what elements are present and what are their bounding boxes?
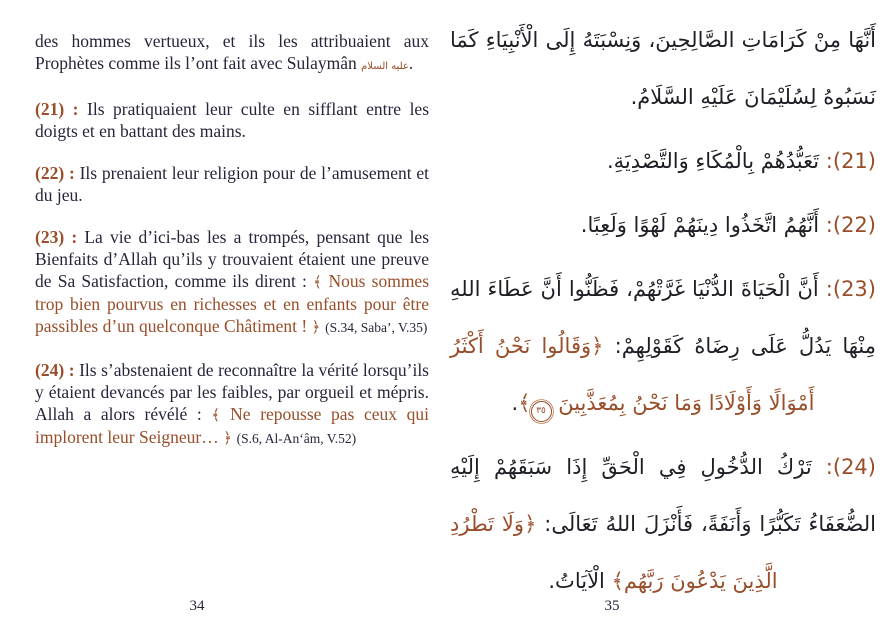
left-page-french — [35, 30, 429, 470]
arabic-item-number-21: (21): — [819, 149, 876, 173]
item-number-23: (23) : — [35, 227, 85, 247]
paragraph-intro-continuation — [35, 30, 429, 78]
ornate-bracket-close-icon: ﴾ — [611, 569, 624, 593]
item-number-22: (22) : — [35, 163, 80, 183]
ornate-bracket-close-icon: ﴾ — [518, 391, 531, 415]
item-22-text: Ils prenaient leur religion pour de l’amusement et du jeu. — [35, 163, 429, 205]
arabic-item-24-end-text: الْآيَاتُ. — [548, 569, 612, 593]
paragraph-item-22 — [35, 162, 429, 206]
paragraph-item-23 — [35, 226, 429, 339]
ornate-bracket-open-icon: ﴾ — [313, 273, 329, 291]
ayah-number-marker-icon: ٣٥ — [531, 401, 552, 422]
item-24-reference: (S.6, Al-An‘âm, V.52) — [236, 431, 357, 446]
ornate-bracket-open-icon: ﴾ — [211, 406, 231, 424]
paragraph-item-24 — [35, 359, 429, 450]
item-number-21: (21) : — [35, 99, 87, 119]
page-number-left: 34 — [189, 598, 205, 614]
arabic-item-number-22: (22): — [819, 213, 876, 237]
item-21-text: Ils pratiquaient leur culte en sifflant entre les doigts et en battant des mains. — [35, 99, 430, 141]
paragraph-item-21 — [35, 98, 429, 142]
arabic-paragraph-item-21 — [450, 133, 876, 190]
item-number-24: (24) : — [35, 360, 80, 380]
intro-end-punctuation: . — [408, 53, 414, 73]
arabic-item-23-end-punctuation: . — [511, 391, 519, 415]
item-23-quran-quote: Nous sommes trop bien pourvus en richesses et en enfants pour être passibles d’un quelconque Châtiment ! — [35, 271, 430, 336]
arabic-item-21-text: تَعَبُّدُهُمْ بِالْمُكَاءِ وَالتَّصْدِيَةِ. — [606, 149, 820, 173]
item-24-text: Ils s’abstenaient de reconnaître la vérité lorsqu’ils y étaient devancés par les faibles, par orgueil et mépris. Allah a alors révélé : — [35, 360, 429, 424]
intro-text: des hommes vertueux, et ils les attribuaient aux Prophètes comme ils l’ont fait avec Sulaymân — [35, 31, 429, 73]
page-number-right: 35 — [604, 598, 620, 614]
alayhis-salam-icon: عليه السلام — [361, 61, 409, 72]
arabic-paragraph-intro — [450, 12, 876, 126]
arabic-item-23-quran-quote: وَقَالُوا نَحْنُ أَكْثَرُ أَمْوَالًا وَأَوْلَادًا وَمَا نَحْنُ بِمُعَذَّبِينَ — [450, 334, 815, 415]
item-24-quran-quote: Ne repousse pas ceux qui implorent leur Seigneur… — [35, 404, 429, 447]
arabic-item-24-text: تَرْكُ الدُّخُولِ فِي الْحَقِّ إِذَا سَبَقَهُمْ إِلَيْهِ الضُّعَفَاءُ تَكَبُّرًا وَأَنَفَةً، فَأَنْزَلَ اللهُ تَعَالَى: — [450, 455, 876, 536]
arabic-paragraph-item-23 — [450, 261, 876, 432]
arabic-item-24-quran-quote: وَلَا تَطْرُدِ الَّذِينَ يَدْعُونَ رَبَّهُم — [450, 512, 778, 593]
item-23-reference: (S.34, Saba’, V.35) — [325, 320, 428, 335]
arabic-paragraph-item-22 — [450, 197, 876, 254]
ornate-bracket-open-icon: ﴿ — [591, 334, 604, 358]
item-23-text: La vie d’ici-bas les a trompés, pensant que les Bienfaits d’Allah qu’ils y trouvaient étaient une preuve de Sa Satisfaction, comme ils dirent : — [35, 227, 430, 291]
arabic-intro-text: أَنَّهَا مِنْ كَرَامَاتِ الصَّالِحِينَ، وَنِسْبَتَهُ إِلَى الْأَنْبِيَاءِ كَمَا نَسَبُوهُ لِسُلَيْمَانَ عَلَيْهِ السَّلَامُ. — [450, 28, 876, 109]
arabic-item-number-24: (24): — [811, 455, 876, 479]
ornate-bracket-open-icon: ﴿ — [524, 512, 537, 536]
ornate-bracket-close-icon: ﴿ — [223, 429, 237, 447]
arabic-item-22-text: أَنَّهُمُ اتَّخَذُوا دِينَهُمْ لَهْوًا وَلَعِبًا. — [580, 213, 820, 237]
arabic-item-number-23: (23): — [818, 277, 876, 301]
ornate-bracket-close-icon: ﴿ — [311, 318, 326, 336]
right-page-arabic — [450, 12, 876, 617]
arabic-paragraph-item-24 — [450, 439, 876, 610]
arabic-item-23-text: أَنَّ الْحَيَاةَ الدُّنْيَا غَرَّتْهُمْ، فَظَنُّوا أَنَّ عَطَاءَ اللهِ مِنْهَا يَدُلُّ عَلَى رِضَاهُ كَقَوْلِهِمْ: — [450, 277, 877, 358]
